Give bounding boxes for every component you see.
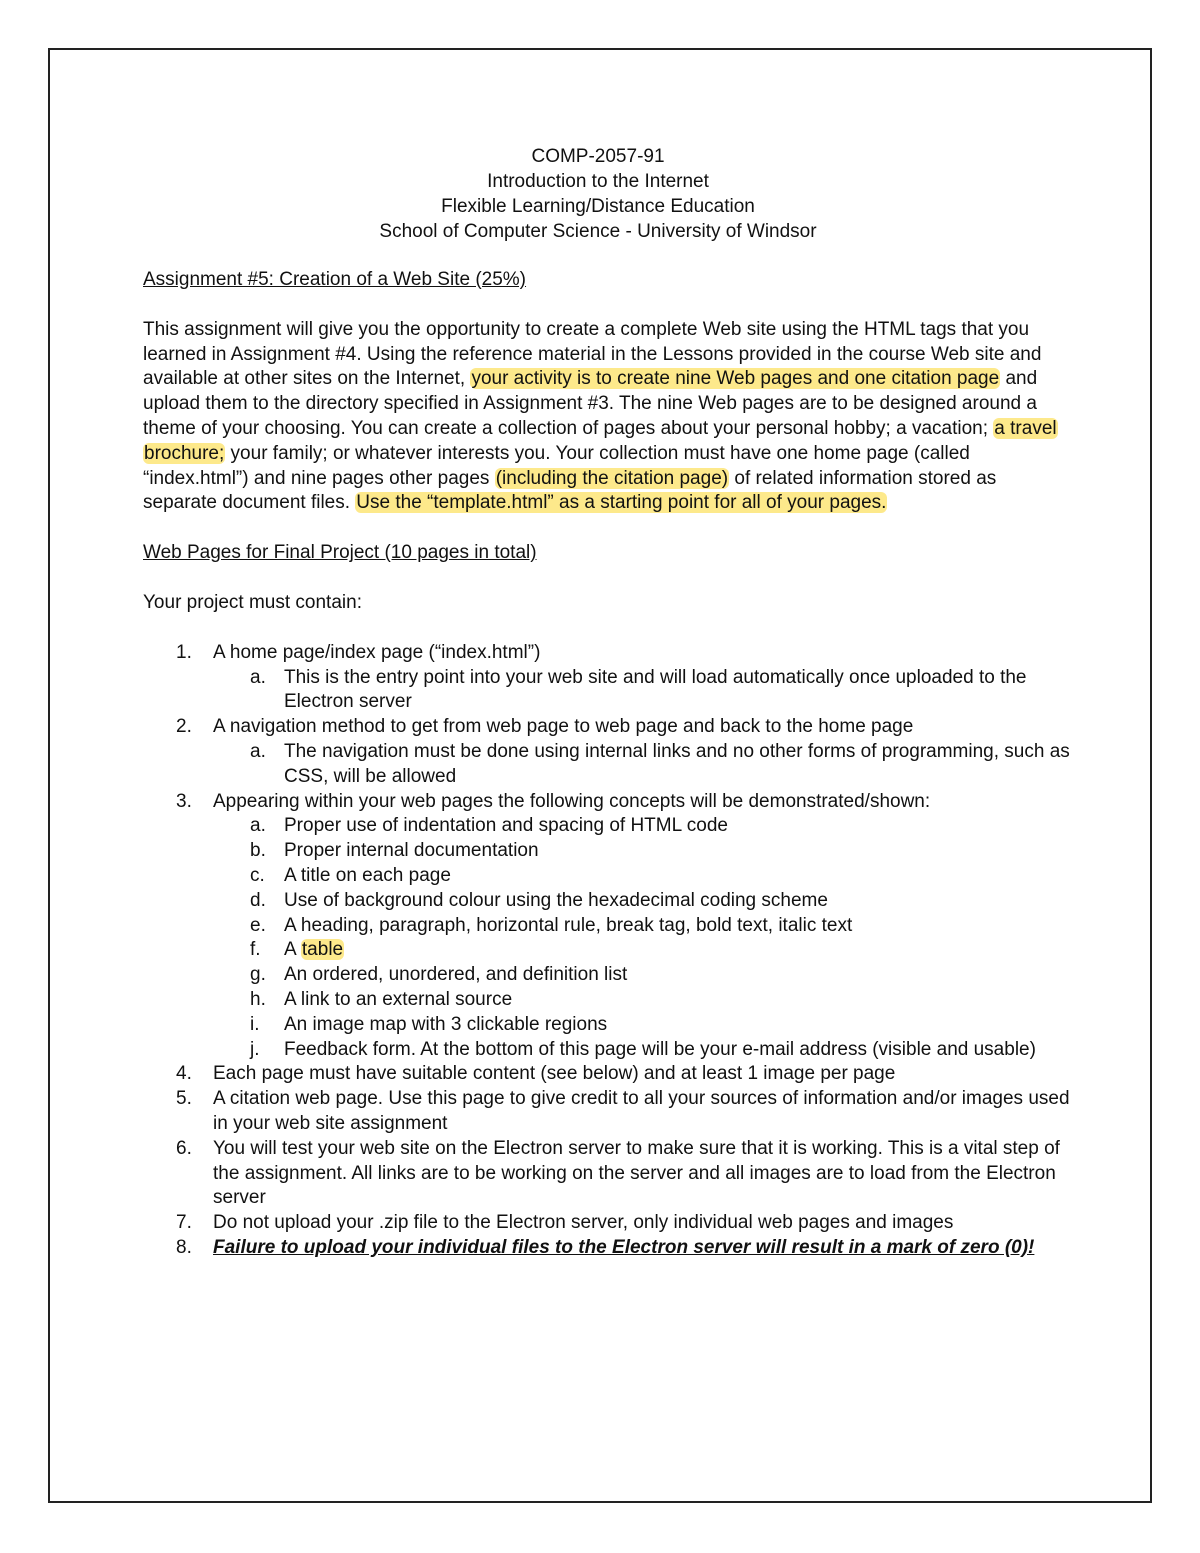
list-item: [143, 715, 1073, 789]
sub-text: A heading, paragraph, horizontal rule, break tag, bold text, italic text: [284, 914, 853, 936]
sub-letter: h.: [250, 988, 266, 1010]
program-name: Flexible Learning/Distance Education: [441, 196, 755, 217]
item-number: 7.: [176, 1212, 192, 1234]
item-number: 4.: [176, 1063, 192, 1085]
sub-list-item: [213, 1038, 1073, 1063]
sub-text: The navigation must be done using internal links and no other forms of programming, such as CSS, will be allowed: [284, 740, 1070, 787]
item-number: 8.: [176, 1236, 192, 1258]
item-text: A citation web page. Use this page to give credit to all your sources of information and/or images used in your web site assignment: [213, 1088, 1070, 1134]
sub-letter: b.: [250, 840, 266, 862]
sub-list-item: [213, 1013, 1073, 1038]
item-text: Do not upload your .zip file to the Electron server, only individual web pages and images: [213, 1212, 954, 1234]
school-name: School of Computer Science - University of Windsor: [379, 221, 817, 242]
highlight-table: table: [301, 939, 344, 961]
sub-letter: f.: [250, 939, 261, 961]
sub-text-pre: A: [284, 939, 301, 961]
sub-list: [213, 666, 1073, 716]
item-text: Each page must have suitable content (see below) and at least 1 image per page: [213, 1063, 896, 1085]
sub-list-item: [213, 963, 1073, 988]
intro-text-4: of related information stored as separate document files.: [143, 467, 997, 514]
failure-warning: Failure to upload your individual files to the Electron server will result in a mark of zero (0)!: [213, 1236, 1035, 1258]
sub-list-item: [213, 864, 1073, 889]
highlight-activity: your activity is to create nine Web pages and one citation page: [471, 368, 1000, 390]
list-item: [143, 1087, 1073, 1137]
sub-text: An ordered, unordered, and definition list: [284, 964, 628, 986]
sub-letter: c.: [250, 864, 265, 886]
sub-list: [213, 740, 1073, 790]
item-number: 2.: [176, 716, 192, 738]
intro-text-3: your family; or whatever interests you. Your collection must have one home page (called “index.html”) and nine pages other pages: [143, 442, 970, 489]
must-contain-text: Your project must contain:: [143, 591, 362, 613]
course-header: [133, 144, 1063, 244]
highlight-citation-page: (including the citation page): [495, 467, 729, 489]
item-text: A home page/index page (“index.html”): [213, 641, 541, 663]
course-code: COMP-2057-91: [531, 146, 665, 167]
list-item: [143, 641, 1073, 715]
intro-paragraph: [143, 318, 1073, 516]
sub-text: Feedback form. At the bottom of this page will be your e-mail address (visible and usable): [284, 1038, 1036, 1060]
list-item: [143, 1137, 1073, 1211]
sub-text: Proper use of indentation and spacing of HTML code: [284, 815, 728, 837]
sub-list-item: [213, 914, 1073, 939]
sub-list-item: [213, 814, 1073, 839]
sub-letter: j.: [250, 1038, 260, 1060]
sub-text: A link to an external source: [284, 988, 513, 1010]
item-text: You will test your web site on the Electron server to make sure that it is working. This is a vital step of the assignment. All links are to be working on the server and all images are to load from the Electron server: [213, 1137, 1060, 1209]
section-title: Web Pages for Final Project (10 pages in total): [143, 542, 537, 564]
document-body: [143, 144, 1073, 1261]
intro-text-1: This assignment will give you the opportunity to create a complete Web site using the HTML tags that you learned in Assignment #4. Using the reference material in the Lessons provided in the course Web site and available at other sites on the Internet,: [143, 318, 1042, 390]
sub-text: Use of background colour using the hexadecimal coding scheme: [284, 889, 828, 911]
assignment-title: Assignment #5: Creation of a Web Site (25%): [143, 269, 527, 290]
list-item: [143, 1062, 1073, 1087]
sub-letter: e.: [250, 914, 266, 936]
sub-letter: i.: [250, 1013, 260, 1035]
item-number: 6.: [176, 1137, 192, 1159]
highlight-template: Use the “template.html” as a starting point for all of your pages.: [356, 492, 887, 514]
item-text: A navigation method to get from web page to web page and back to the home page: [213, 716, 914, 738]
requirements-list: [143, 641, 1073, 1261]
list-item: [143, 1236, 1073, 1261]
item-text: Appearing within your web pages the following concepts will be demonstrated/shown:: [213, 790, 931, 812]
item-number: 3.: [176, 790, 192, 812]
sub-text: A title on each page: [284, 864, 451, 886]
course-name: Introduction to the Internet: [487, 171, 709, 192]
item-number: 1.: [176, 641, 192, 663]
sub-list-item: [213, 938, 1073, 963]
list-item: [143, 1211, 1073, 1236]
intro-text-2: and upload them to the directory specified in Assignment #3. The nine Web pages are to be designed around a theme of your choosing. You can create a collection of pages about your personal hobby; a vacation;: [143, 368, 1038, 439]
sub-list-item: [213, 889, 1073, 914]
sub-list-item: [213, 666, 1073, 716]
sub-letter: a.: [250, 740, 266, 762]
sub-letter: a.: [250, 815, 266, 837]
sub-list-item: [213, 740, 1073, 790]
sub-list-item: [213, 839, 1073, 864]
sub-list-item: [213, 988, 1073, 1013]
sub-text: An image map with 3 clickable regions: [284, 1013, 608, 1035]
list-item: [143, 790, 1073, 1063]
sub-letter: a.: [250, 666, 266, 688]
item-number: 5.: [176, 1088, 192, 1110]
sub-letter: d.: [250, 889, 266, 911]
sub-text: Proper internal documentation: [284, 840, 539, 862]
sub-letter: g.: [250, 964, 266, 986]
sub-list: [213, 814, 1073, 1062]
sub-text: This is the entry point into your web site and will load automatically once uploaded to the Electron server: [284, 666, 1027, 713]
highlight-travel-brochure: a travel brochure;: [144, 417, 1057, 464]
